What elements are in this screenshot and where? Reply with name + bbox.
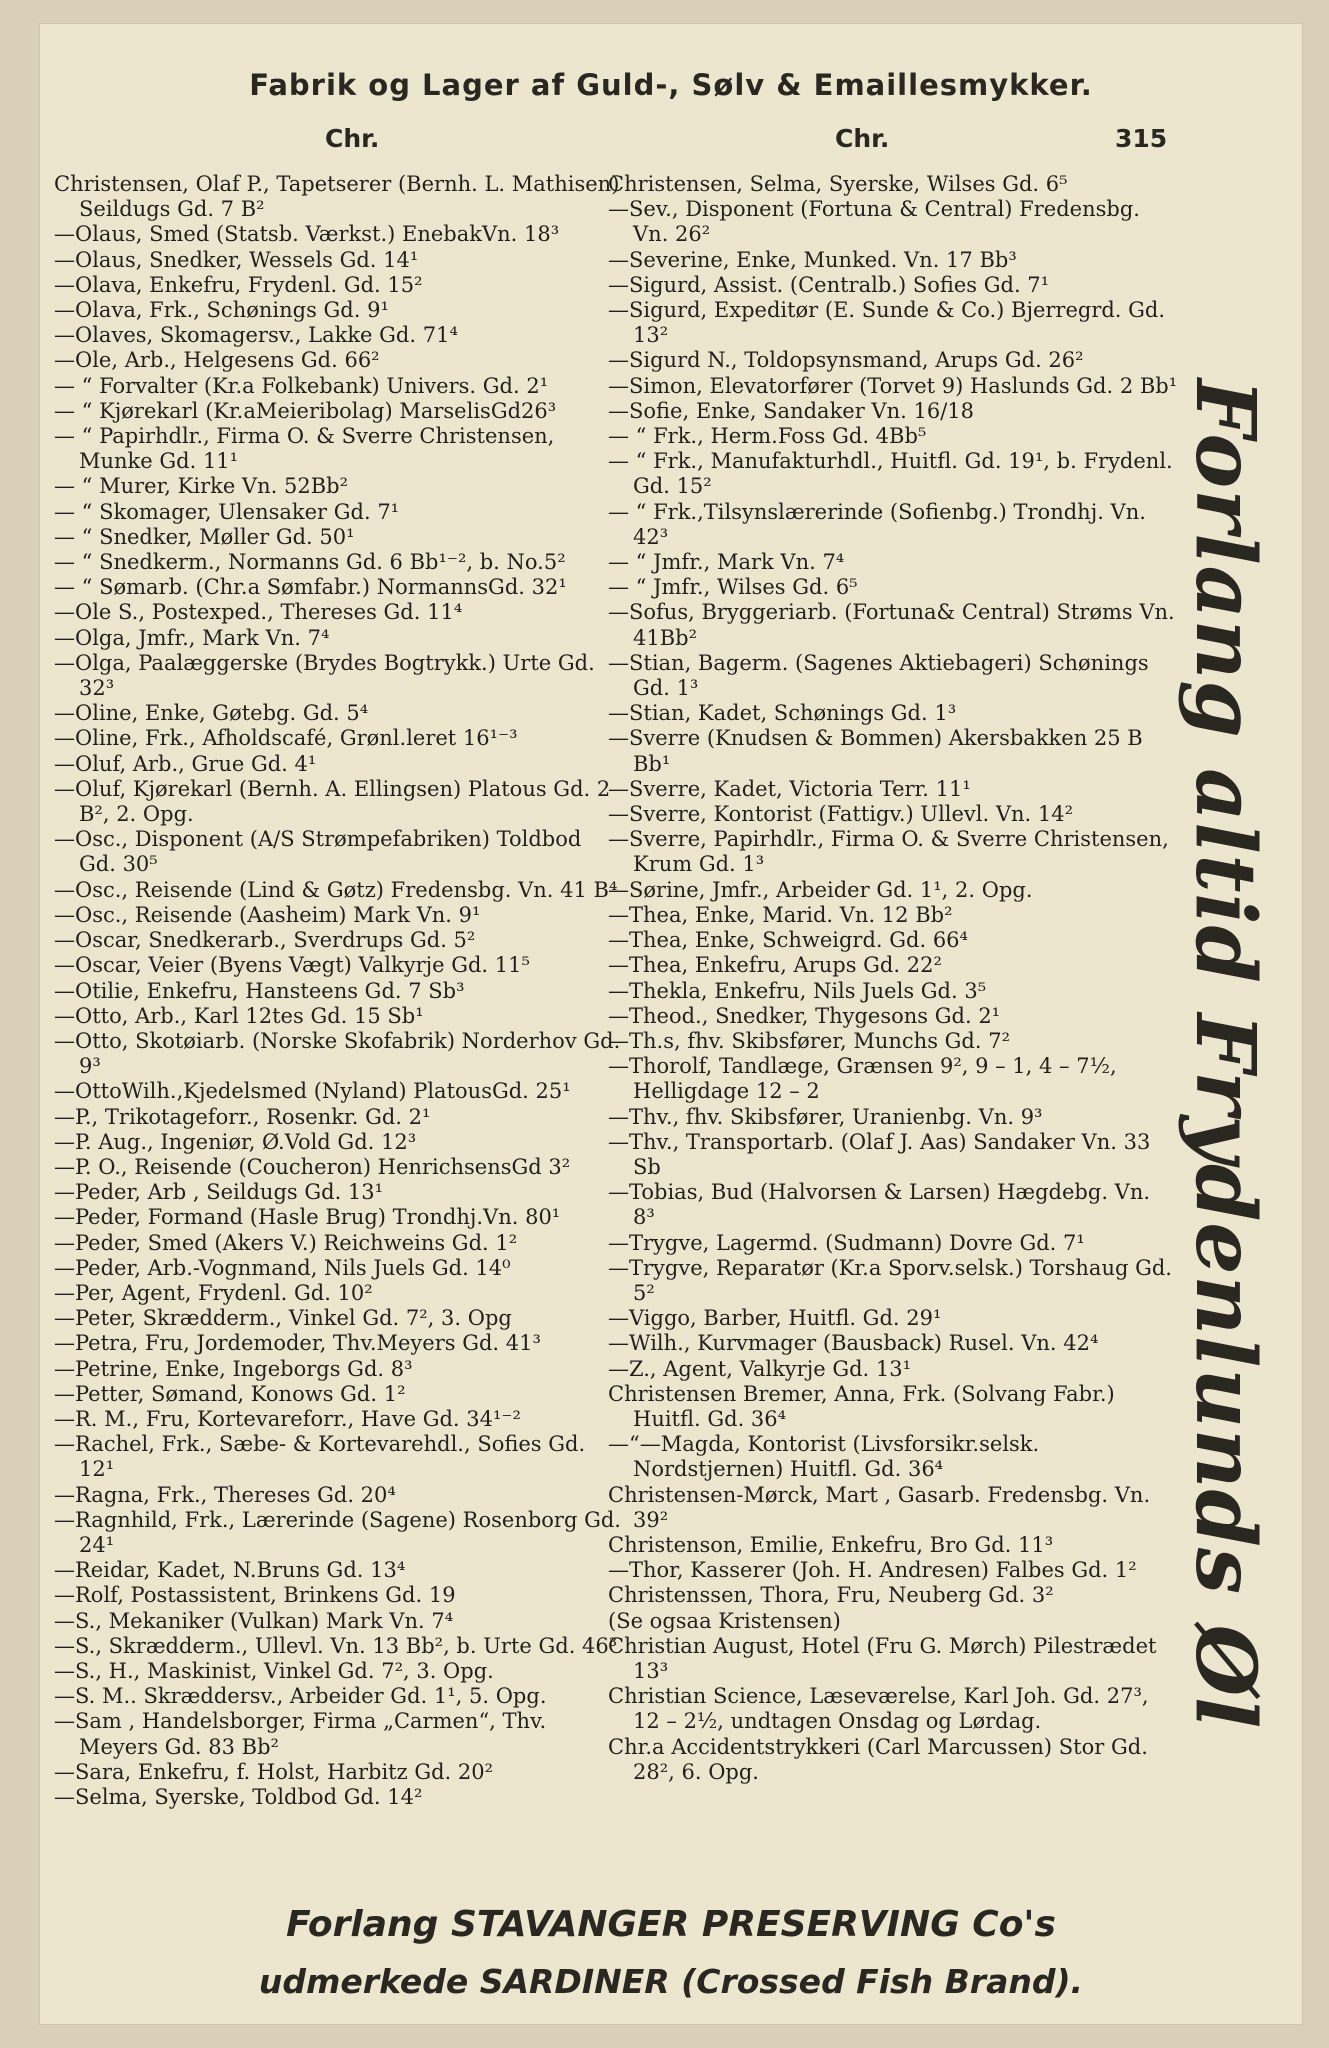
directory-entry: — “ Snedker, Møller Gd. 50¹ — [54, 524, 355, 549]
directory-entry: —Thea, Enke, Schweigrd. Gd. 66⁴ — [608, 928, 968, 953]
directory-entry: —Sofie, Enke, Sandaker Vn. 16/18 — [608, 398, 974, 423]
directory-entry: — “ Frk., Herm.Foss Gd. 4Bb⁵ — [608, 424, 927, 449]
directory-entry: —Peder, Arb.-Vognmand, Nils Juels Gd. 14⁰ — [54, 1255, 511, 1280]
directory-entry: —Selma, Syerske, Toldbod Gd. 14² — [54, 1785, 423, 1809]
directory-entry: Christensen, Olaf P., Tapetserer (Bernh. L. Mathisen) Seildugs Gd. 7 B² — [54, 172, 620, 222]
directory-entry: Christenson, Emilie, Enkefru, Bro Gd. 11³ — [608, 1532, 1054, 1557]
right-running-head: Chr. — [835, 124, 890, 153]
directory-entry: —Olava, Frk., Schønings Gd. 9¹ — [54, 298, 389, 323]
directory-entry: —S., H., Maskinist, Vinkel Gd. 7², 3. Opg. — [54, 1658, 494, 1683]
directory-entry: — “ Jmfr., Wilses Gd. 6⁵ — [608, 575, 858, 600]
directory-entry: —Olga, Jmfr., Mark Vn. 7⁴ — [54, 625, 330, 650]
directory-entry: —Stian, Bagerm. (Sagenes Aktiebageri) Schønings Gd. 1³ — [608, 650, 1149, 701]
directory-entry: —Theod., Snedker, Thygesons Gd. 2¹ — [608, 1003, 1001, 1028]
directory-entry: —Oluf, Kjørekarl (Bernh. A. Ellingsen) Platous Gd. 2 B², 2. Opg. — [54, 776, 611, 827]
directory-entry: —Olaves, Skomagersv., Lakke Gd. 71⁴ — [54, 323, 458, 348]
directory-entry: — “ Skomager, Ulensaker Gd. 7¹ — [54, 499, 400, 524]
directory-entry: Christenssen, Thora, Fru, Neuberg Gd. 3² — [608, 1583, 1054, 1608]
directory-entry: —Osc., Reisende (Aasheim) Mark Vn. 9¹ — [54, 902, 481, 927]
directory-entry: —Ragna, Frk., Thereses Gd. 20⁴ — [54, 1482, 396, 1507]
directory-entry: —Osc., Disponent (A/S Strømpefabriken) Toldbod Gd. 30⁵ — [54, 827, 582, 877]
top-banner: Fabrik og Lager af Guld-, Sølv & Emaillesmykker. — [249, 68, 1093, 102]
directory-entry: —Petrine, Enke, Ingeborgs Gd. 8³ — [54, 1356, 413, 1381]
directory-entry: — “ Frk.,Tilsynslærerinde (Sofienbg.) Trondhj. Vn. 42³ — [608, 499, 1146, 549]
page-number: 315 — [1115, 124, 1168, 153]
directory-page — [40, 24, 1302, 2024]
directory-entry: — “ Jmfr., Mark Vn. 7⁴ — [608, 550, 845, 575]
directory-entry: —Rolf, Postassistent, Brinkens Gd. 19 — [54, 1583, 456, 1608]
directory-entry: —Wilh., Kurvmager (Bausback) Rusel. Vn. 42⁴ — [608, 1331, 1099, 1356]
directory-entry: —Sev., Disponent (Fortuna & Central) Fredensbg. Vn. 26² — [608, 197, 1140, 247]
bottom-ad-line-1: Forlang STAVANGER PRESERVING Co's — [286, 1904, 1056, 1945]
directory-entry: Christensen Bremer, Anna, Frk. (Solvang Fabr.) Huitfl. Gd. 36⁴ — [608, 1381, 1115, 1431]
directory-entry: —R. M., Fru, Kortevareforr., Have Gd. 34¹⁻² — [54, 1406, 521, 1431]
directory-entry: —Thv., fhv. Skibsfører, Uranienbg. Vn. 9³ — [608, 1104, 1043, 1129]
directory-entry: —“—Magda, Kontorist (Livsforsikr.selsk. Nordstjernen) Huitfl. Gd. 36⁴ — [608, 1432, 1040, 1482]
directory-entry: —Peder, Arb , Seildugs Gd. 13¹ — [54, 1180, 384, 1205]
right-column — [608, 172, 1178, 1785]
directory-entry: —Petra, Fru, Jordemoder, Thv.Meyers Gd. 41³ — [54, 1331, 541, 1356]
directory-entry: —Thor, Kasserer (Joh. H. Andresen) Falbes Gd. 1² — [608, 1558, 1137, 1583]
directory-entry: (Se ogsaa Kristensen) — [608, 1608, 841, 1633]
directory-entry: —Viggo, Barber, Huitfl. Gd. 29¹ — [608, 1306, 942, 1331]
directory-entry: —Thea, Enke, Marid. Vn. 12 Bb² — [608, 902, 953, 927]
directory-entry: —Tobias, Bud (Halvorsen & Larsen) Hægdebg. Vn. 8³ — [608, 1180, 1151, 1230]
directory-entry: —P. Aug., Ingeniør, Ø.Vold Gd. 12³ — [54, 1129, 417, 1154]
directory-entry: —Sverre, Kadet, Victoria Terr. 11¹ — [608, 776, 971, 801]
directory-entry: —Olava, Enkefru, Frydenl. Gd. 15² — [54, 272, 423, 297]
directory-entry: —Petter, Sømand, Konows Gd. 1² — [54, 1381, 406, 1406]
directory-entry: —Sverre (Knudsen & Bommen) Akersbakken 25 B Bb¹ — [608, 726, 1143, 776]
directory-entry: —Ole, Arb., Helgesens Gd. 66² — [54, 348, 380, 373]
directory-entry: —Oscar, Veier (Byens Vægt) Valkyrje Gd. 11⁵ — [54, 953, 530, 978]
left-column — [54, 172, 624, 1810]
directory-entry: — “ Murer, Kirke Vn. 52Bb² — [54, 474, 348, 499]
directory-entry: —Otilie, Enkefru, Hansteens Gd. 7 Sb³ — [54, 978, 465, 1003]
directory-entry: — “ Frk., Manufakturhdl., Huitfl. Gd. 19¹, b. Frydenl. Gd. 15² — [608, 449, 1173, 499]
directory-entry: —Oline, Frk., Afholdscafé, Grønl.leret 16¹⁻³ — [54, 726, 518, 751]
directory-entry: —Simon, Elevatorfører (Torvet 9) Haslunds Gd. 2 Bb¹ — [608, 373, 1178, 398]
side-advertisement — [1155, 378, 1295, 1730]
directory-entry: Christensen, Selma, Syerske, Wilses Gd. 6⁵ — [608, 172, 1068, 196]
directory-entry: —Olga, Paalæggerske (Brydes Bogtrykk.) Urte Gd. 32³ — [54, 650, 595, 701]
directory-entry: —Trygve, Lagermd. (Sudmann) Dovre Gd. 7¹ — [608, 1230, 1085, 1255]
directory-entry: —Th.s, fhv. Skibsfører, Munchs Gd. 7² — [608, 1028, 1011, 1053]
directory-entry: —Ole S., Postexped., Thereses Gd. 11⁴ — [54, 600, 463, 625]
directory-entry: —Peder, Formand (Hasle Brug) Trondhj.Vn. 80¹ — [54, 1205, 561, 1230]
directory-entry: —Oscar, Snedkerarb., Sverdrups Gd. 5² — [54, 928, 476, 953]
directory-entry: —Sara, Enkefru, f. Holst, Harbitz Gd. 20² — [54, 1759, 494, 1784]
directory-entry: —Reidar, Kadet, N.Bruns Gd. 13⁴ — [54, 1558, 406, 1583]
directory-entry: —P. O., Reisende (Coucheron) HenrichsensGd 3² — [54, 1154, 571, 1179]
directory-entry: —Rachel, Frk., Sæbe- & Kortevarehdl., Sofies Gd. 12¹ — [54, 1432, 586, 1482]
directory-entry: —Sørine, Jmfr., Arbeider Gd. 1¹, 2. Opg. — [608, 877, 1033, 902]
directory-entry: —Sigurd, Assist. (Centralb.) Sofies Gd. 7¹ — [608, 272, 1050, 297]
directory-entry: — “ Forvalter (Kr.a Folkebank) Univers. Gd. 2¹ — [54, 373, 549, 398]
directory-entry: —Otto, Skotøiarb. (Norske Skofabrik) Norderhov Gd. 9³ — [54, 1028, 621, 1079]
directory-entry: —Sigurd, Expeditør (E. Sunde & Co.) Bjerregrd. Gd. 13² — [608, 298, 1166, 348]
directory-entry: —OttoWilh.,Kjedelsmed (Nyland) PlatousGd. 25¹ — [54, 1079, 571, 1104]
directory-entry: Christian Science, Læseværelse, Karl Joh. Gd. 27³, 12 – 2½, undtagen Onsdag og Lørdag. — [608, 1684, 1149, 1734]
directory-entry: —Thv., Transportarb. (Olaf J. Aas) Sandaker Vn. 33 Sb — [608, 1129, 1151, 1179]
side-advertisement-text: Forlang altid Frydenlunds Øl — [1177, 378, 1273, 1730]
directory-entry: —Ragnhild, Frk., Lærerinde (Sagene) Rosenborg Gd. 24¹ — [54, 1507, 621, 1557]
directory-entry: —Sverre, Papirhdlr., Firma O. & Sverre Christensen, Krum Gd. 1³ — [608, 827, 1169, 877]
directory-entry: —Sofus, Bryggeriarb. (Fortuna& Central) Strøms Vn. 41Bb² — [608, 600, 1175, 650]
directory-entry: —Thekla, Enkefru, Nils Juels Gd. 3⁵ — [608, 978, 987, 1003]
left-running-head: Chr. — [325, 124, 380, 153]
directory-entry: — “ Sømarb. (Chr.a Sømfabr.) NormannsGd. 32¹ — [54, 575, 567, 600]
directory-entry: —S., Mekaniker (Vulkan) Mark Vn. 7⁴ — [54, 1608, 454, 1633]
directory-entry: —Olaus, Smed (Statsb. Værkst.) EnebakVn. 18³ — [54, 222, 560, 247]
directory-entry: —Sverre, Kontorist (Fattigv.) Ullevl. Vn. 14² — [608, 802, 1074, 827]
directory-entry: — “ Snedkerm., Normanns Gd. 6 Bb¹⁻², b. No.5² — [54, 550, 566, 575]
directory-entry: —Sigurd N., Toldopsynsmand, Arups Gd. 26² — [608, 348, 1084, 373]
directory-entry: —S. M.. Skræddersv., Arbeider Gd. 1¹, 5. Opg. — [54, 1684, 547, 1709]
directory-entry: —Per, Agent, Frydenl. Gd. 10² — [54, 1280, 373, 1305]
directory-entry: Christian August, Hotel (Fru G. Mørch) Pilestrædet 13³ — [608, 1633, 1157, 1683]
directory-entry: —Olaus, Snedker, Wessels Gd. 14¹ — [54, 247, 419, 272]
directory-entry: —Thea, Enkefru, Arups Gd. 22² — [608, 953, 942, 978]
directory-entry: —Peter, Skrædderm., Vinkel Gd. 7², 3. Opg — [54, 1306, 512, 1331]
directory-entry: —Otto, Arb., Karl 12tes Gd. 15 Sb¹ — [54, 1003, 424, 1028]
directory-entry: —Stian, Kadet, Schønings Gd. 1³ — [608, 701, 957, 726]
directory-entry: —Sam , Handelsborger, Firma „Carmen“, Thv. Meyers Gd. 83 Bb² — [54, 1709, 547, 1759]
directory-entry: —Peder, Smed (Akers V.) Reichweins Gd. 1² — [54, 1230, 518, 1255]
directory-entry: —Oline, Enke, Gøtebg. Gd. 5⁴ — [54, 701, 369, 726]
directory-entry: —P., Trikotageforr., Rosenkr. Gd. 2¹ — [54, 1104, 431, 1129]
directory-entry: — “ Kjørekarl (Kr.aMeieribolag) MarselisGd26³ — [54, 398, 557, 423]
directory-entry: —Osc., Reisende (Lind & Gøtz) Fredensbg. Vn. 41 B⁴ — [54, 877, 618, 902]
directory-entry: — “ Papirhdlr., Firma O. & Sverre Christensen, Munke Gd. 11¹ — [54, 424, 555, 474]
directory-entry: Christensen-Mørck, Mart , Gasarb. Fredensbg. Vn. 39² — [608, 1482, 1151, 1532]
bottom-ad-line-2: udmerkede SARDINER (Crossed Fish Brand). — [258, 1962, 1084, 2001]
directory-entry: —Z., Agent, Valkyrje Gd. 13¹ — [608, 1356, 912, 1381]
directory-entry: —S., Skrædderm., Ullevl. Vn. 13 Bb², b. Urte Gd. 46³ — [54, 1633, 618, 1658]
directory-entry: —Oluf, Arb., Grue Gd. 4¹ — [54, 751, 317, 776]
directory-entry: —Thorolf, Tandlæge, Grænsen 9², 9 – 1, 4 – 7½, Helligdage 12 – 2 — [608, 1054, 1117, 1104]
directory-entry: —Severine, Enke, Munked. Vn. 17 Bb³ — [608, 247, 1017, 272]
directory-entry: Chr.a Accidentstrykkeri (Carl Marcussen) Stor Gd. 28², 6. Opg. — [608, 1734, 1148, 1784]
directory-entry: —Trygve, Reparatør (Kr.a Sporv.selsk.) Torshaug Gd. 5² — [608, 1255, 1172, 1305]
